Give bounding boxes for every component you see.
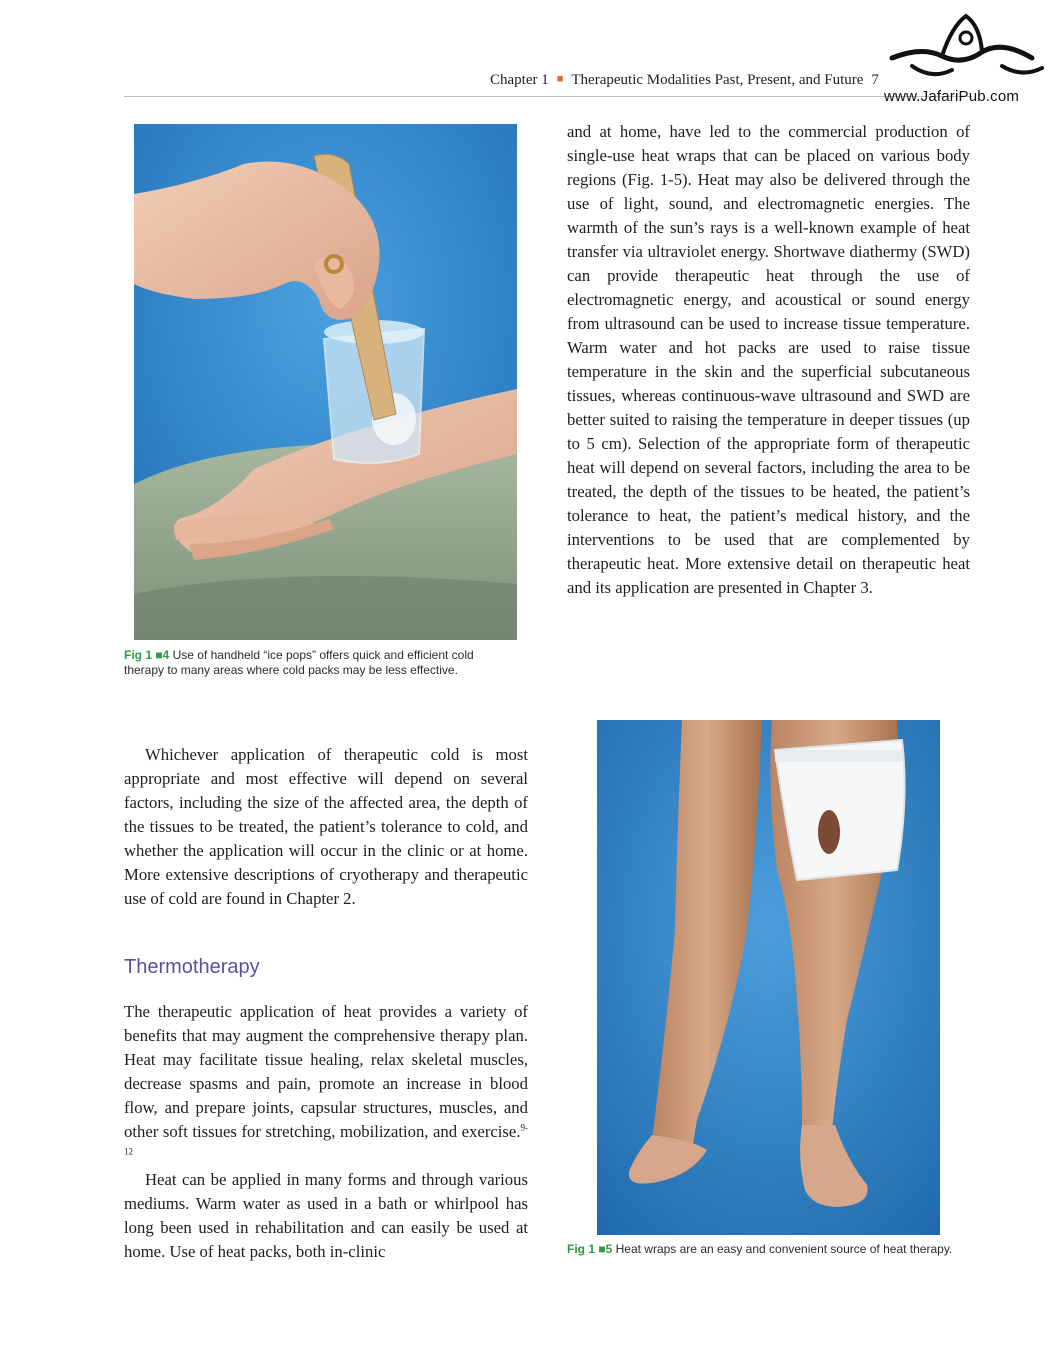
header-rule	[124, 96, 972, 97]
thermotherapy-paragraph-1	[124, 1000, 528, 1168]
running-header	[490, 72, 879, 89]
publisher-url: www.JafariPub.com	[884, 88, 1020, 105]
cold-therapy-paragraph: Whichever application of therapeutic cold is most appropriate and most effective will depend on several factors, including the size of the affected area, the depth of the tissues to be treated, the patient’s tolerance to cold, and whether the application will occur in the clinic or at home. More extensive descriptions of cryotherapy and therapeutic use of cold are found in Chapter 2.	[124, 745, 528, 908]
header-title: Therapeutic Modalities Past, Present, and Future	[571, 72, 864, 88]
figure-5-caption-text: Heat wraps are an easy and convenient source of heat therapy.	[615, 1242, 953, 1256]
figure-heat-wrap-photo	[597, 720, 940, 1235]
citation-ref: 9-12	[124, 1122, 528, 1157]
figure-5-caption	[567, 1242, 967, 1257]
page-number: 7	[871, 72, 879, 88]
thermotherapy-paragraph-1-text: The therapeutic application of heat provides a variety of benefits that may augment the comprehensive therapy plan. Heat may facilitate tissue healing, relax skeletal muscles, decrease spasms and pain, promote an increase in blood flow, and prepare joints, capsular structures, muscles, and other soft tissues for stretching, mobilization, and exercise.	[124, 1002, 528, 1141]
figure-ice-pop-photo	[134, 124, 517, 640]
thermotherapy-paragraph-2: Heat can be applied in many forms and through various mediums. Warm water as used in a bath or whirlpool has long been used in rehabilitation and can easily be used at home. Use of heat packs, both in-clinic	[124, 1170, 528, 1261]
right-column-text	[567, 120, 970, 600]
thermotherapy-text	[124, 1000, 528, 1264]
header-chapter: Chapter 1	[490, 72, 549, 88]
figure-5-label: Fig 1 ■5	[567, 1242, 613, 1256]
header-bullet-icon: ■	[556, 73, 564, 85]
section-heading-thermotherapy: Thermotherapy	[124, 956, 260, 978]
cold-therapy-text	[124, 743, 528, 911]
heat-modalities-paragraph: and at home, have led to the commercial production of single-use heat wraps that can be placed on various body regions (Fig. 1-5). Heat may also be delivered through the use of light, sound, and electromagnetic energies. The warmth of the sun’s rays is a well-known example of heat transfer via ultraviolet energy. Shortwave diathermy (SWD) can provide therapeutic heat through the use of electromagnetic energy, and acoustical or sound energy from ultrasound can be used to increase tissue temperature. Warm water and hot packs are used to raise tissue temperature in the skin and the superficial subcutaneous tissues, whereas continuous-wave ultrasound and SWD are better suited to raising the temperature in deeper tissues (up to 5 cm). Selection of the appropriate form of therapeutic heat will depend on several factors, including the area to be treated, the depth of the tissues to be heated, the patient’s tolerance to heat, the patient’s medical history, and the interventions to be used that are complemented by therapeutic heat. More extensive detail on therapeutic heat and its application are presented in Chapter 3.	[567, 122, 970, 597]
figure-4-label: Fig 1 ■4	[124, 648, 170, 662]
figure-4-caption	[124, 648, 504, 678]
figure-4-caption-text: Use of handheld “ice pops” offers quick and efficient cold therapy to many areas where cold packs may be less effective.	[124, 648, 474, 677]
